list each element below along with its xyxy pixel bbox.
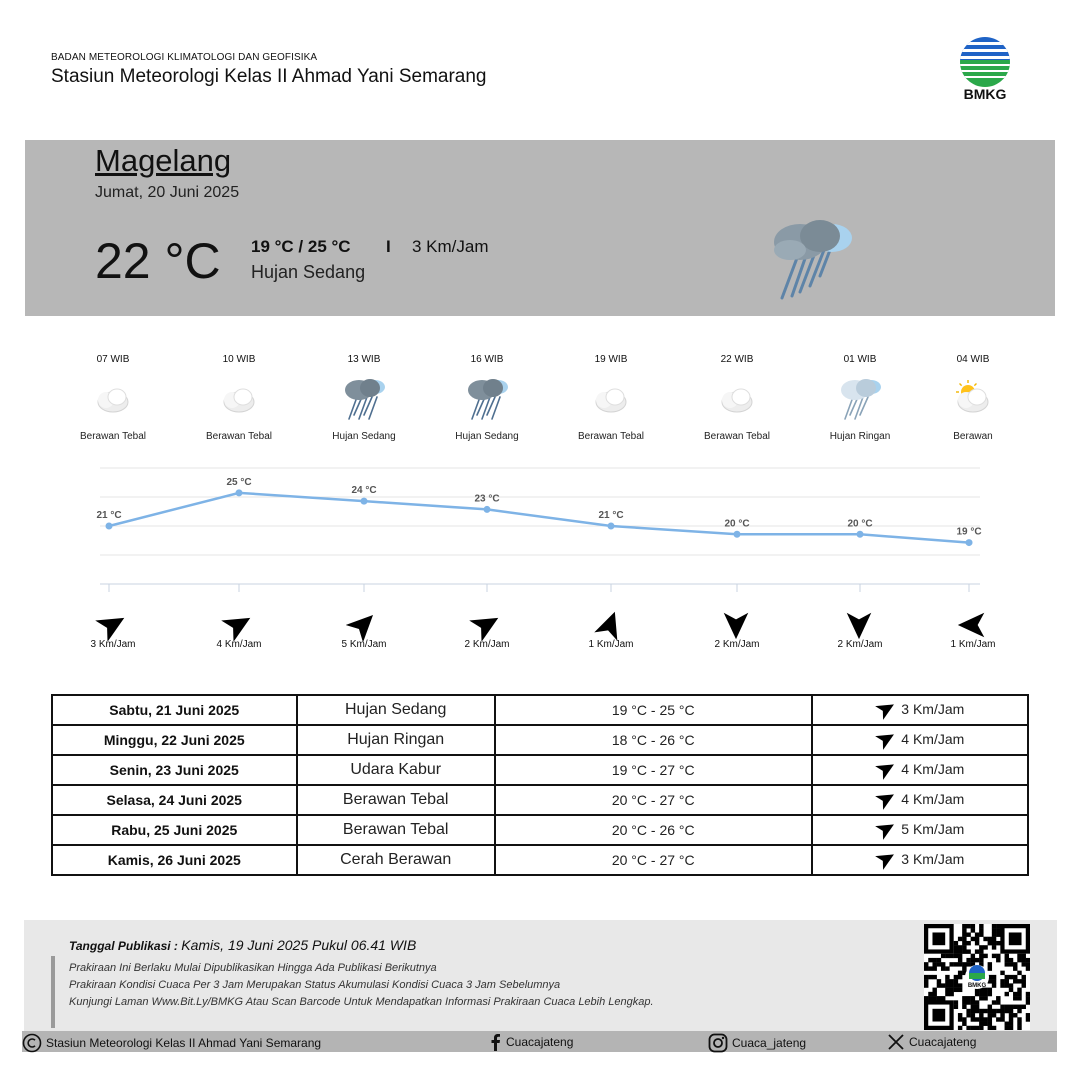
temperature-point bbox=[966, 539, 973, 546]
heavy-rain-cloud-icon bbox=[760, 210, 860, 310]
facebook-icon bbox=[488, 1033, 502, 1051]
copyright-icon bbox=[22, 1033, 42, 1053]
x-link[interactable] bbox=[887, 1033, 976, 1051]
publication-value: Kamis, 19 Juni 2025 Pukul 06.41 WIB bbox=[181, 937, 417, 953]
day-cell: Kamis, 26 Juni 2025 bbox=[52, 845, 297, 875]
condition-cell: Udara Kabur bbox=[297, 755, 495, 785]
station-name: Stasiun Meteorologi Kelas II Ahmad Yani Semarang bbox=[51, 66, 487, 87]
condition-cell: Hujan Ringan bbox=[297, 725, 495, 755]
hour-time: 16 WIB bbox=[470, 354, 504, 365]
publication-date bbox=[69, 937, 416, 953]
footer-note: Prakiraan Ini Berlaku Mulai Dipublikasikan Hingga Ada Publikasi Berikutnya bbox=[69, 962, 437, 974]
temperature-point bbox=[608, 523, 615, 530]
current-temperature: 22 °C bbox=[95, 233, 221, 289]
temperature-range-cell: 19 °C - 27 °C bbox=[495, 755, 812, 785]
hour-condition: Berawan Tebal bbox=[206, 431, 272, 442]
copyright-text: Stasiun Meteorologi Kelas II Ahmad Yani Semarang bbox=[46, 1036, 322, 1050]
wind-direction-icon bbox=[593, 608, 629, 642]
table-row bbox=[52, 725, 1028, 755]
wind-direction-icon bbox=[875, 698, 897, 723]
day-cell: Sabtu, 21 Juni 2025 bbox=[52, 695, 297, 725]
hour-condition: Hujan Sedang bbox=[455, 431, 519, 442]
temperature-range-cell: 19 °C - 25 °C bbox=[495, 695, 812, 725]
daily-forecast-table bbox=[51, 694, 1029, 876]
wind-cell bbox=[812, 695, 1028, 725]
wind-direction-icon bbox=[875, 848, 897, 873]
wind-cell bbox=[812, 785, 1028, 815]
hour-wind-speed: 2 Km/Jam bbox=[837, 639, 883, 650]
table-row bbox=[52, 815, 1028, 845]
footer-note: Prakiraan Kondisi Cuaca Per 3 Jam Merupakan Status Akumulasi Kondisi Cuaca 3 Jam Sebelumnya bbox=[69, 979, 561, 991]
hour-wind-speed: 4 Km/Jam bbox=[216, 639, 262, 650]
x-icon bbox=[887, 1033, 905, 1051]
sun-cloud-icon bbox=[948, 375, 998, 423]
facebook-handle: Cuacajateng bbox=[506, 1035, 574, 1049]
table-row bbox=[52, 785, 1028, 815]
hour-condition: Berawan Tebal bbox=[578, 431, 644, 442]
instagram-link[interactable] bbox=[708, 1033, 806, 1053]
temperature-line-chart bbox=[90, 462, 990, 602]
table-row bbox=[52, 755, 1028, 785]
separator: I bbox=[386, 237, 391, 256]
wind-cell bbox=[812, 725, 1028, 755]
bmkg-logo-text: BMKG bbox=[963, 86, 1007, 102]
temperature-point bbox=[484, 506, 491, 513]
wind-direction-icon bbox=[955, 608, 991, 642]
wind-direction-icon bbox=[875, 728, 897, 753]
publication-label: Tanggal Publikasi : bbox=[69, 939, 178, 953]
day-cell: Senin, 23 Juni 2025 bbox=[52, 755, 297, 785]
temperature-point bbox=[106, 523, 113, 530]
rain-cloud-icon bbox=[462, 375, 512, 423]
wind-direction-icon bbox=[719, 608, 755, 642]
wind-cell bbox=[812, 755, 1028, 785]
hour-condition: Berawan Tebal bbox=[80, 431, 146, 442]
temperature-range-cell: 20 °C - 27 °C bbox=[495, 845, 812, 875]
cloud-icon bbox=[214, 375, 264, 423]
wind-direction-icon bbox=[875, 788, 897, 813]
svg-text:BMKG: BMKG bbox=[967, 983, 987, 989]
temperature-data-label: 19 °C bbox=[956, 526, 982, 538]
current-wind-speed: 3 Km/Jam bbox=[412, 237, 489, 256]
wind-direction-icon bbox=[469, 608, 505, 642]
agency-name: BADAN METEOROLOGI KLIMATOLOGI DAN GEOFISIKA bbox=[51, 52, 318, 63]
day-cell: Rabu, 25 Juni 2025 bbox=[52, 815, 297, 845]
condition-cell: Hujan Sedang bbox=[297, 695, 495, 725]
city-name: Magelang bbox=[95, 143, 232, 178]
hour-time: 04 WIB bbox=[956, 354, 990, 365]
instagram-handle: Cuaca_jateng bbox=[732, 1036, 807, 1050]
wind-direction-icon bbox=[346, 608, 382, 642]
wind-cell bbox=[812, 815, 1028, 845]
hour-time: 01 WIB bbox=[843, 354, 877, 365]
hour-wind-speed: 3 Km/Jam bbox=[90, 639, 136, 650]
temperature-data-label: 20 °C bbox=[847, 518, 873, 530]
temperature-data-label: 21 °C bbox=[96, 510, 122, 521]
temperature-data-label: 20 °C bbox=[724, 518, 750, 530]
hour-wind-speed: 5 Km/Jam bbox=[341, 639, 387, 650]
hour-time: 07 WIB bbox=[96, 354, 130, 365]
qr-code-icon[interactable] bbox=[924, 924, 1030, 1030]
current-condition: Hujan Sedang bbox=[251, 262, 366, 282]
instagram-icon bbox=[708, 1033, 728, 1053]
temperature-range-cell: 20 °C - 27 °C bbox=[495, 785, 812, 815]
rain-cloud-icon bbox=[339, 375, 389, 423]
cloud-icon bbox=[712, 375, 762, 423]
hour-wind-speed: 2 Km/Jam bbox=[714, 639, 760, 650]
light-rain-cloud-icon bbox=[835, 375, 885, 423]
condition-cell: Berawan Tebal bbox=[297, 785, 495, 815]
hour-wind-speed: 1 Km/Jam bbox=[588, 639, 634, 650]
wind-direction-icon bbox=[842, 608, 878, 642]
temperature-range-cell: 20 °C - 26 °C bbox=[495, 815, 812, 845]
footer-note: Kunjungi Laman Www.Bit.Ly/BMKG Atau Scan Barcode Untuk Mendapatkan Informasi Prakiraan Cuaca Lebih Lengkap. bbox=[69, 996, 654, 1008]
x-handle: Cuacajateng bbox=[909, 1035, 977, 1049]
hour-time: 22 WIB bbox=[720, 354, 754, 365]
temperature-data-label: 21 °C bbox=[598, 510, 624, 521]
temperature-point bbox=[361, 498, 368, 505]
hour-wind-speed: 1 Km/Jam bbox=[950, 639, 996, 650]
temperature-data-label: 25 °C bbox=[226, 476, 252, 488]
facebook-link[interactable] bbox=[488, 1033, 573, 1051]
hour-time: 19 WIB bbox=[594, 354, 628, 365]
condition-cell: Berawan Tebal bbox=[297, 815, 495, 845]
wind-speed-text: 5 Km/Jam bbox=[901, 820, 965, 837]
temperature-range: 19 °C / 25 °C bbox=[251, 237, 351, 256]
hour-time: 13 WIB bbox=[347, 354, 381, 365]
wind-direction-icon bbox=[95, 608, 131, 642]
wind-speed-text: 3 Km/Jam bbox=[901, 700, 965, 717]
cloud-icon bbox=[586, 375, 636, 423]
condition-cell: Cerah Berawan bbox=[297, 845, 495, 875]
hour-time: 10 WIB bbox=[222, 354, 256, 365]
copyright bbox=[22, 1033, 321, 1053]
wind-cell bbox=[812, 845, 1028, 875]
hour-condition: Berawan bbox=[953, 431, 993, 442]
wind-direction-icon bbox=[221, 608, 257, 642]
temperature-data-label: 23 °C bbox=[474, 493, 500, 505]
temperature-line bbox=[109, 493, 969, 543]
day-cell: Minggu, 22 Juni 2025 bbox=[52, 725, 297, 755]
temperature-point bbox=[857, 531, 864, 538]
temperature-data-label: 24 °C bbox=[351, 485, 377, 497]
wind-speed-text: 4 Km/Jam bbox=[901, 790, 965, 807]
hour-condition: Hujan Sedang bbox=[332, 431, 396, 442]
cloud-icon bbox=[88, 375, 138, 423]
temperature-point bbox=[734, 531, 741, 538]
wind-speed-text: 4 Km/Jam bbox=[901, 760, 965, 777]
footer-accent-bar bbox=[51, 956, 55, 1028]
hour-condition: Hujan Ringan bbox=[829, 431, 891, 442]
table-row bbox=[52, 695, 1028, 725]
day-cell: Selasa, 24 Juni 2025 bbox=[52, 785, 297, 815]
wind-direction-icon bbox=[875, 818, 897, 843]
wind-direction-icon bbox=[875, 758, 897, 783]
current-date: Jumat, 20 Juni 2025 bbox=[95, 184, 240, 201]
wind-speed-text: 4 Km/Jam bbox=[901, 730, 965, 747]
table-row bbox=[52, 845, 1028, 875]
temperature-point bbox=[236, 489, 243, 496]
hour-wind-speed: 2 Km/Jam bbox=[464, 639, 510, 650]
wind-speed-text: 3 Km/Jam bbox=[901, 850, 965, 867]
hour-condition: Berawan Tebal bbox=[704, 431, 770, 442]
temperature-range-cell: 18 °C - 26 °C bbox=[495, 725, 812, 755]
